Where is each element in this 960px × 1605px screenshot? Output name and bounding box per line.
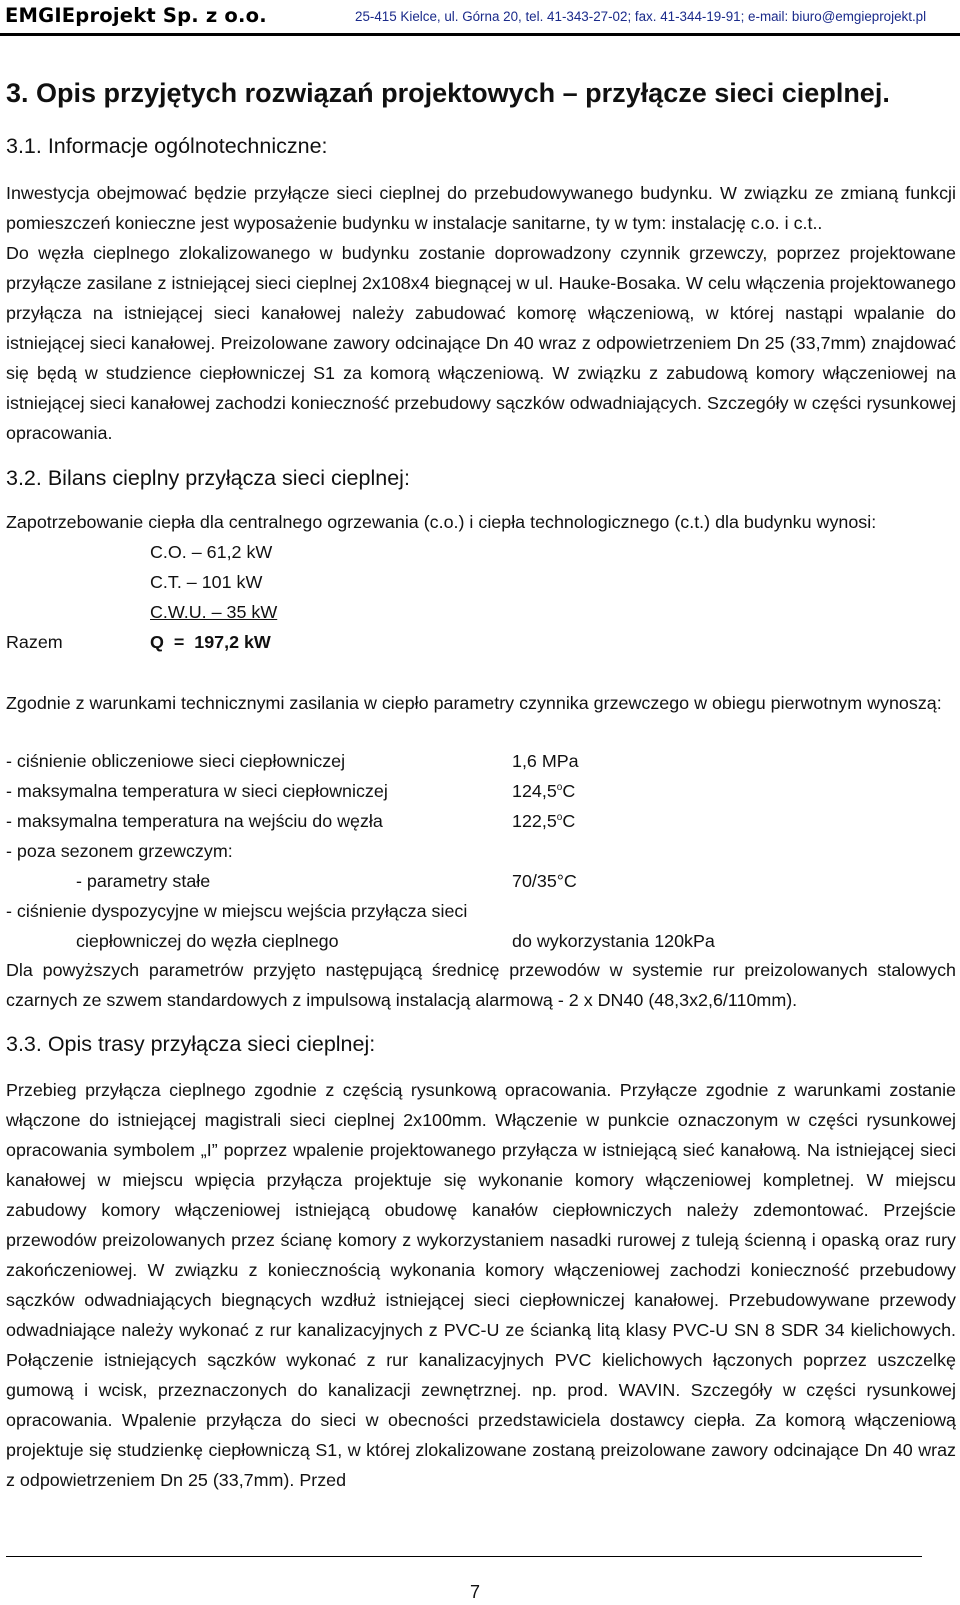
param-label: - ciśnienie dyspozycyjne w miejscu wejścia przyłącza sieci [6, 901, 468, 921]
footer-rule [6, 1556, 922, 1557]
header-rule [0, 33, 960, 36]
param-label: - poza sezonem grzewczym: [6, 841, 233, 861]
page-number: 7 [470, 1582, 481, 1602]
heading-3-1: 3.1. Informacje ogólnotechniczne: [6, 134, 328, 158]
paragraph-3-3: Przebieg przyłącza cieplnego zgodnie z częścią rysunkową opracowania. Przyłącze zgodnie z warunkami zostanie włączone do istniejącej magistrali sieci cieplnej 2x100mm. Włączenie w punkcie oznaczonym w części rysunkowej opracowania symbolem „I” poprzez wpalenie projektowanego przyłącza w istniejącą sieć kanałową. Na istniejącej sieci kanałowej w miejscu wpięcia przyłącza projektuje się wykonanie komory włączeniowej kompletnej. W miejscu zabudowy komory włączeniowej istniejącą obudowę kanałów ciepłowniczych należy zdemontować. Przejście przewodów preizolowanych przez ścianę komory z wykorzystaniem nasadki rurowej z tuleją ścienną i opaską oraz rury zakończeniowej. W związku z koniecznością wykonania komory włączeniowej zachodzi konieczność przebudowy sączków odwadniających biegnących wzdłuż istniejącej sieci ciepłowniczej kanałowej. Przebudowywane przewody odwadniające należy wykonać z rur kanalizacyjnych z PVC-U ze ścianką litą klasy PVC-U SN 8 SDR 34 kielichowych. Połączenie istniejących sączków wykonać z rur kanalizacyjnych PVC kielichowych łączonych poprzez uszczelkę gumową i wcisk, przeznaczonych do kanalizacji zewnętrznej. np. prod. WAVIN. Szczegóły w części rysunkowej opracowania. Wpalenie przyłącza do sieci w obecności przedstawiciela dostawcy ciepła. Za komorą włączeniową projektuje się studzienkę ciepłowniczą S1, w której zlokalizowane zostaną preizolowane zawory odcinające Dn 40 wraz z odpowietrzeniem Dn 25 (33,7mm). Przed [6, 1080, 956, 1490]
param-label: - maksymalna temperatura w sieci ciepłowniczej [6, 781, 388, 801]
company-name: EMGIEprojekt Sp. z o.o. [5, 4, 267, 27]
section-title: 3. Opis przyjętych rozwiązań projektowych – przyłącze sieci cieplnej. [6, 78, 890, 108]
balance-intro: Zapotrzebowanie ciepła dla centralnego ogrzewania (c.o.) i ciepła technologicznego (c.t.) dla budynku wynosi: [6, 512, 877, 532]
page-header [5, 4, 955, 30]
balance-ct: C.T. – 101 kW [150, 572, 263, 592]
paragraph-3-1-b: Do węzła cieplnego zlokalizowanego w budynku zostanie doprowadzony czynnik grzewczy, poprzez projektowane przyłącze zasilane z istniejącej sieci cieplnej 2x108x4 biegnącej w ul. Hauke-Bosaka. W celu włączenia projektowanego przyłącza na istniejącej sieci kanałowej należy zabudować komorę włączeniową, w której nastąpi wpalanie do istniejącej sieci kanałowej. Preizolowane zawory odcinające Dn 40 wraz z odpowietrzeniem Dn 25 (33,7mm) znajdować się będą w studzience ciepłowniczej S1 za komorą włączeniową. W związku z zabudową komory włączeniowej na istniejącej sieci kanałowej zachodzi konieczność przebudowy sączków odwadniających. Szczegóły w części rysunkowej opracowania. [6, 243, 956, 443]
heading-3-2: 3.2. Bilans cieplny przyłącza sieci cieplnej: [6, 466, 410, 490]
balance-total-label: Razem [6, 632, 63, 652]
param-value: 70/35°C [512, 871, 577, 891]
params-intro: Zgodnie z warunkami technicznymi zasilania w ciepło parametry czynnika grzewczego w obiegu pierwotnym wynoszą: [6, 693, 942, 713]
balance-total-value: Q = 197,2 kW [150, 632, 271, 652]
company-address: 25-415 Kielce, ul. Górna 20, tel. 41-343-27-02; fax. 41-344-19-91; e-mail: biuro@emgieprojekt.pl [355, 9, 927, 24]
param-label: ciepłowniczej do węzła cieplnego [76, 931, 339, 951]
pipes-paragraph: Dla powyższych parametrów przyjęto następującą średnicę przewodów w systemie rur preizolowanych stalowych czarnych ze szwem standardowych z impulsową instalacją alarmową - 2 x DN40 (48,3x2,6/110mm). [6, 960, 956, 1010]
balance-cwu: C.W.U. – 35 kW [150, 602, 278, 622]
param-label: - parametry stałe [76, 871, 211, 891]
balance-co: C.O. – 61,2 kW [150, 542, 273, 562]
param-value: do wykorzystania 120kPa [512, 931, 715, 951]
param-value: 122,5$^o$C [512, 811, 576, 831]
heading-3-3: 3.3. Opis trasy przyłącza sieci cieplnej: [6, 1032, 376, 1056]
param-value: 1,6 MPa [512, 751, 579, 771]
paragraph-3-1-a: Inwestycja obejmować będzie przyłącze sieci cieplnej do przebudowywanego budynku. W związku ze zmianą funkcji pomieszczeń konieczne jest wyposażenie budynku w instalacje sanitarne, ty w tym: instalację c.o. i c.t.. [6, 183, 956, 233]
param-value: 124,5$^o$C [512, 781, 576, 801]
param-label: - maksymalna temperatura na wejściu do węzła [6, 811, 383, 831]
param-label: - ciśnienie obliczeniowe sieci ciepłowniczej [6, 751, 346, 771]
